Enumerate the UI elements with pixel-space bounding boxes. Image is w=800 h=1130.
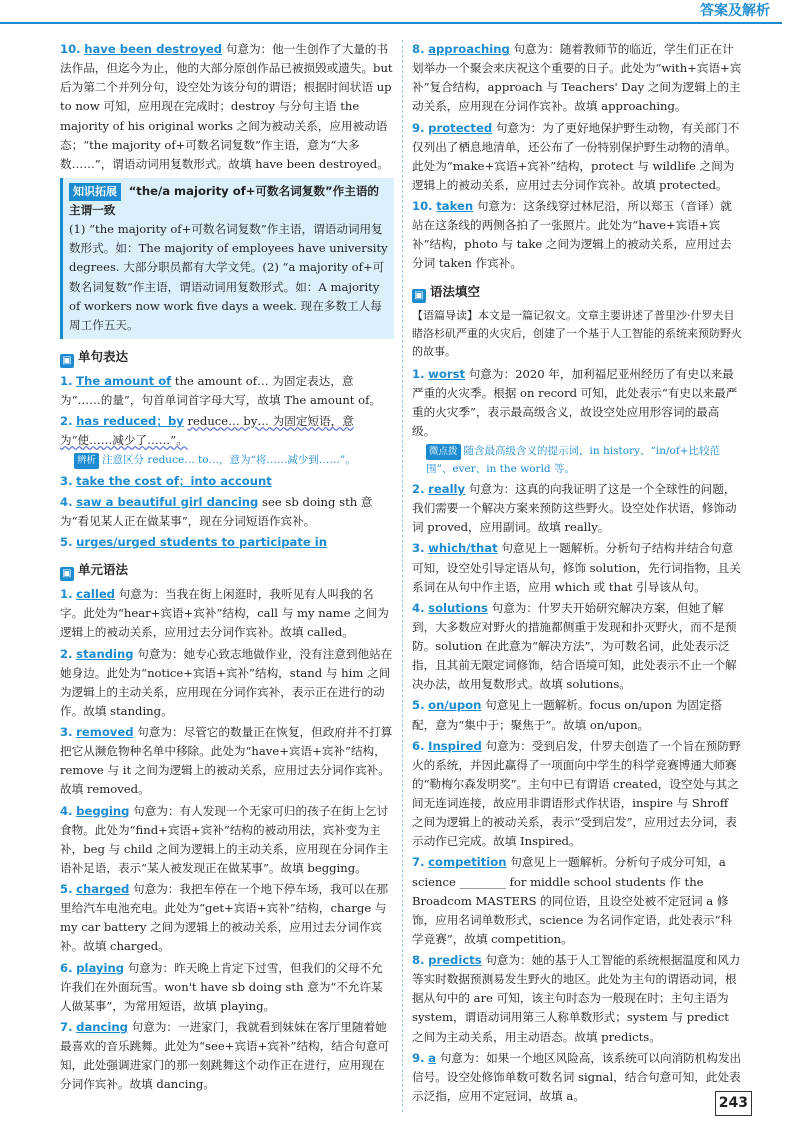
section-title: 单句表达 xyxy=(78,348,129,364)
answer-item xyxy=(412,539,742,596)
right-column xyxy=(412,40,742,1108)
answer-item xyxy=(412,853,742,949)
item-number: 9. xyxy=(412,120,425,135)
item-explanation: 句意见上一题解析。分析句子成分可知，a science ________ for middle school students 作 the Broadcom MASTERS 的同位语，且设空处被不定冠词 a 修饰，应用名词单数形式，science 为名词作定语，此处表示“科学竞赛”，故填 competition。 xyxy=(412,855,733,946)
item-number: 10. xyxy=(60,42,81,56)
item-number: 2. xyxy=(60,646,73,661)
item-answer: competition xyxy=(428,855,507,870)
answer-item xyxy=(412,40,742,117)
knowledge-title: “the/a majority of+可数名词复数”作主语的主谓一致 xyxy=(69,183,380,218)
knowledge-tag: 知识拓展 xyxy=(69,183,121,201)
header-title: 答案及解析 xyxy=(700,3,770,19)
item-explanation: 句意为：什罗夫开始研究解决方案，但她了解到，大多数应对野火的措施都侧重于发现和扑灭野火，而不是预防。solution 在此意为“解决方法”，为可数名词，此处表示泛指，且其前无限定词修饰，结合语境可知，此处表示不止一个解决办法，故用复数形式。故填 solutions。 xyxy=(412,600,737,692)
item-answer: charged xyxy=(76,882,130,897)
tip-tag: 微点拨 xyxy=(426,444,461,460)
section-heading xyxy=(60,347,394,368)
item-explanation: 句意为：如果一个地区风险高，该系统可以向消防机构发出信号。设空处修饰单数可数名词 signal，结合句意可知，此处表示泛指，应用不定冠词，故填 a。 xyxy=(412,1050,742,1103)
answer-item xyxy=(60,412,394,450)
item-explanation: 句意见上一题解析。focus on/upon 为固定搭配，意为“集中于；聚焦于”。故填 on/upon。 xyxy=(412,698,723,732)
item-explanation: see sb doing sth 意为“看见某人正在做某事”，现在分词短语作宾补。 xyxy=(60,494,373,528)
item-answer: has reduced；by xyxy=(76,414,184,429)
item-explanation: the amount of… 为固定表达，意为“……的量”，句首单词首字母大写，故填 The amount of。 xyxy=(60,373,382,408)
item-number: 2. xyxy=(412,482,425,497)
item-explanation: 句意为：当我在街上闲逛时，我听见有人叫我的名字。此处为“hear+宾语+宾补”结构，call 与 my name 之间为逻辑上的被动关系，应用过去分词作宾补。故填 called。 xyxy=(60,587,389,640)
section-title: 单元语法 xyxy=(78,562,129,578)
section-badge-icon: ▣ xyxy=(60,354,74,368)
tip-note xyxy=(74,452,394,469)
item-number: 7. xyxy=(412,855,425,870)
item-answer: standing xyxy=(76,646,134,661)
item-answer: take the cost of；into account xyxy=(76,473,272,488)
item-number: 8. xyxy=(412,42,425,56)
item-explanation: 句意为：昨天晚上肯定下过雪，但我们的父母不允许我们在外面玩雪。won't have sb doing sth 意为“不允许某人做某事”，为常用短语，故填 playing。 xyxy=(60,960,383,1013)
answer-item xyxy=(412,197,742,274)
section-badge-icon: ▣ xyxy=(60,567,74,581)
item-number: 7. xyxy=(60,1019,73,1034)
answer-item xyxy=(60,372,394,410)
item-answer: really xyxy=(428,482,466,497)
item-explanation: reduce… by… 为固定短语，意为“使……减少了……”。 xyxy=(60,414,354,448)
answer-item xyxy=(60,40,394,174)
item-number: 3. xyxy=(412,541,425,556)
answer-item xyxy=(60,493,394,531)
item-explanation: 句意为：这条线穿过林尼沿，所以郑玉（音译）就站在这条线的两侧各拍了一张照片。此处为“have+宾语+宾补”结构，photo 与 take 之间为逻辑上的被动关系，应用过去分词 taken 作宾补。 xyxy=(412,199,732,271)
item-answer: playing xyxy=(76,960,124,975)
knowledge-box xyxy=(60,178,394,339)
item-number: 1. xyxy=(412,366,425,381)
item-answer: saw a beautiful girl dancing xyxy=(76,494,259,509)
tip-text: 随含最高级含义的提示词，in history、“in/of+比较范围”、ever、in the world 等。 xyxy=(426,445,721,475)
section-badge-icon: ▣ xyxy=(412,289,426,303)
item-explanation: 句意为：一进家门，我就看到妹妹在客厅里随着她最喜欢的音乐跳舞。此处为“see+宾语+宾补”结构，结合句意可知，此处强调进家门的那一刻跳舞这个动作正在进行，应用现在分词作宾补。故填 dancing。 xyxy=(60,1019,390,1092)
item-explanation: 句意为：随着教师节的临近，学生们正在计划举办一个聚会来庆祝这个重要的日子。此处为“with+宾语+宾补”复合结构，approach 与 Teachers' Day 之间为逻辑上的主动关系，应用现在分词作宾补。故填 approaching。 xyxy=(412,42,742,114)
tip-text: 注意区分 reduce… to…，意为“将……减少到……”。 xyxy=(102,454,356,467)
tip-note xyxy=(426,443,742,478)
item-explanation: 句意为：她专心致志地做作业，没有注意到他站在她身边。此处为“notice+宾语+宾补”结构，stand 与 him 之间为逻辑上的主动关系，应用现在分词作宾补，表示正在进行的动作。故填 standing。 xyxy=(60,646,393,718)
item-explanation: 句意为：她的基于人工智能的系统根据温度和风力等实时数据预测易发生野火的地区。此处为主句的谓语动词，根据从句中的 are 可知，该主句时态为一般现在时；主句主语为 system，谓语动词用第三人称单数形式；system 与 predict 之间为主动关系，用主动语态。故填 predicts。 xyxy=(412,953,741,1044)
item-number: 1. xyxy=(60,373,73,388)
item-number: 5. xyxy=(60,882,73,897)
answer-item xyxy=(412,696,742,734)
answer-item xyxy=(60,645,394,722)
item-answer: on/upon xyxy=(428,698,482,713)
item-answer: called xyxy=(76,587,115,602)
answer-item xyxy=(412,737,742,852)
item-answer: removed xyxy=(76,725,134,740)
answer-item xyxy=(60,533,394,552)
passage-lead: 【语篇导读】本文是一篇记叙文。文章主要讲述了普里沙·什罗夫目睹洛杉矶严重的火灾后，创建了一个基于人工智能的系统来预防野火的故事。 xyxy=(412,308,742,358)
answer-item xyxy=(60,1018,394,1095)
item-answer: The amount of xyxy=(76,373,172,388)
answer-item xyxy=(60,959,394,1016)
page-number: 243 xyxy=(715,1091,752,1116)
answer-item xyxy=(60,880,394,957)
left-column xyxy=(60,40,394,1096)
item-answer: taken xyxy=(436,199,474,213)
item-answer: have been destroyed xyxy=(84,42,223,56)
item-number: 6. xyxy=(412,738,425,753)
answer-item xyxy=(412,951,742,1047)
item-number: 3. xyxy=(60,473,73,488)
header-rule xyxy=(0,22,782,24)
answer-item xyxy=(412,365,742,442)
item-explanation: 句意为：为了更好地保护野生动物，有关部门不仅列出了栖息地清单，还公布了一份特别保护野生动物的清单。此处为“make+宾语+宾补”结构，protect 与 wildlife 之间为逻辑上的被动关系，应用过去分词作宾补。故填 protected。 xyxy=(412,120,740,192)
answer-item xyxy=(412,599,742,695)
item-answer: a xyxy=(428,1050,436,1065)
item-answer: approaching xyxy=(428,42,510,56)
item-explanation: 句意为：这真的向我证明了这是一个全球性的问题，我们需要一个解决方案来预防这些野火。设空处作状语，修饰动词 proved，应用副词。故填 really。 xyxy=(412,482,737,535)
item-answer: protected xyxy=(428,120,493,135)
item-explanation: 句意为：2020 年，加利福尼亚州经历了有史以来最严重的火灾季。根据 on record 可知，此处表示“有史以来最严重的火灾季”，表示最高级含义，故设空处应用形容词的最高级。 xyxy=(412,366,738,439)
answer-item xyxy=(60,585,394,642)
item-number: 1. xyxy=(60,587,73,602)
item-number: 8. xyxy=(412,953,425,968)
item-explanation: 句意为：受到启发，什罗夫创造了一个旨在预防野火的系统，并因此赢得了一项面向中学生的科学竞赛博通大师赛的“勒梅尔森发明奖”。主句中已有谓语 created，设空处与其之间无连词连接，故应用非谓语形式作状语，inspire 与 Shroff 之间为逻辑上的被动关系，表示“受到启发”，应用过去分词，表示动作已完成。故填 Inspired。 xyxy=(412,738,741,849)
answer-item xyxy=(60,723,394,800)
item-number: 5. xyxy=(412,698,425,713)
tip-tag: 辨析 xyxy=(74,453,99,469)
item-number: 4. xyxy=(412,600,425,615)
item-answer: worst xyxy=(428,366,466,381)
item-number: 3. xyxy=(60,725,73,740)
item-number: 4. xyxy=(60,803,73,818)
answer-item xyxy=(412,119,742,196)
item-number: 5. xyxy=(60,535,73,550)
item-explanation: 句意见上一题解析。分析句子结构并结合句意可知，设空处引导定语从句，修饰 solution，先行词指物，且关系词在从句中作主语，应用 which 或 that 引导该从句。 xyxy=(412,541,741,594)
section-heading xyxy=(60,560,394,581)
item-explanation: 句意为：尽管它的数量正在恢复，但政府并不打算把它从濒危物种名单中移除。此处为“have+宾语+宾补”结构，remove 与 it 之间为逻辑上的被动关系，应用过去分词作宾补。故填 removed。 xyxy=(60,725,393,797)
column-divider xyxy=(402,40,403,1112)
item-answer: solutions xyxy=(428,600,488,615)
knowledge-body: (1) “the majority of+可数名词复数”作主语，谓语动词用复数形式。如：The majority of employees have university degrees. 大部分职员都有大学文凭。(2) “a majority of+可数名词复数”作主语，谓语动词用复数形式。如：A majority of workers now work five days a week. 现在多数工人每周工作五天。 xyxy=(69,222,388,332)
item-answer: begging xyxy=(76,803,130,818)
item-explanation: 句意为：他一生创作了大量的书法作品，但迄今为止，他的大部分原创作品已被损毁或遗失。but 后为第二个并列分句，设空处为该分句的谓语；根据时间状语 up to now 可知，应用现在完成时；destroy 与分句主语 the majority of his original works 之间为被动关系，应用被动语态；“the majority of+可数名词复数”作主语，意为“大多数……”，谓语动词用复数形式。故填 have been destroyed。 xyxy=(60,42,393,171)
section-title: 语法填空 xyxy=(430,283,481,299)
page-header xyxy=(0,0,800,22)
item-explanation: 句意为：有人发现一个无家可归的孩子在街上乞讨食物。此处为“find+宾语+宾补”结构的被动用法，宾补变为主补，beg 与 child 之间为逻辑上的主动关系，应用现在分词作主语补足语，表示“某人被发现正在做某事”。故填 begging。 xyxy=(60,803,389,875)
section-heading xyxy=(412,282,742,303)
item-number: 6. xyxy=(60,960,73,975)
answer-item xyxy=(412,1049,742,1106)
item-answer: dancing xyxy=(76,1019,128,1034)
item-answer: Inspired xyxy=(428,738,482,753)
item-explanation: 句意为：我把车停在一个地下停车场，我可以在那里给汽车电池充电。此处为“get+宾语+宾补”结构，charge 与 my car battery 之间为逻辑上的被动关系，应用过去分词作宾补。故填 charged。 xyxy=(60,882,389,954)
answer-item xyxy=(60,802,394,879)
item-number: 9. xyxy=(412,1050,425,1065)
item-answer: which/that xyxy=(428,541,498,556)
answer-item xyxy=(60,472,394,491)
item-number: 2. xyxy=(60,414,73,429)
answer-item xyxy=(412,480,742,537)
item-number: 4. xyxy=(60,494,73,509)
item-number: 10. xyxy=(412,199,433,213)
item-answer: urges/urged students to participate in xyxy=(76,535,328,550)
item-answer: predicts xyxy=(428,953,482,968)
